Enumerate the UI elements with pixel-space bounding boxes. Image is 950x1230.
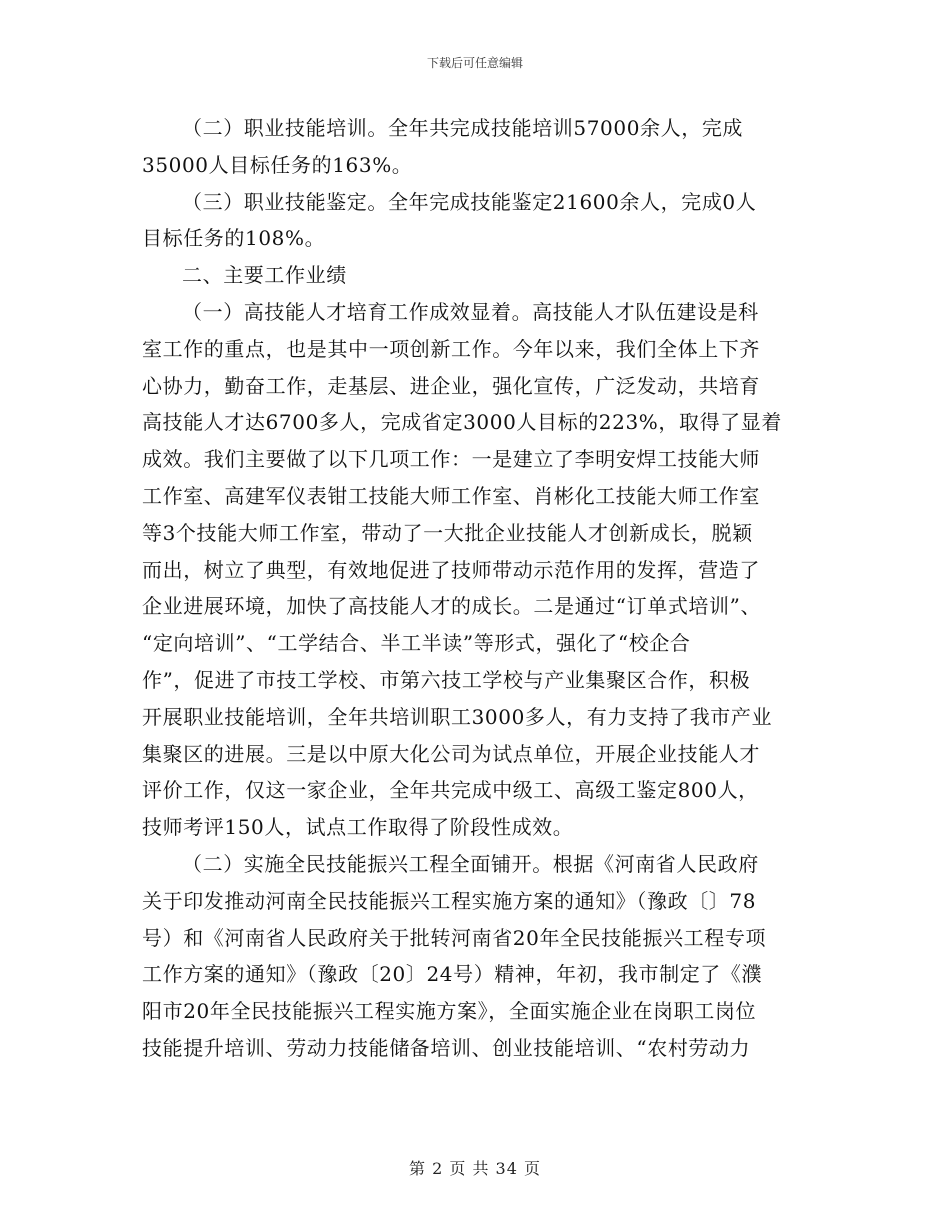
text-line: 等3个技能大师工作室，带动了一大批企业技能人才创新成长，脱颖 bbox=[142, 520, 753, 545]
text-line: 企业进展环境，加快了高技能人才的成长。二是通过“订单式培训”、 bbox=[142, 594, 762, 619]
text-line: （一）高技能人才培育工作成效显着。高技能人才队伍建设是科 bbox=[182, 299, 759, 324]
text-line: 集聚区的进展。三是以中原大化公司为试点单位，开展企业技能人才 bbox=[142, 741, 760, 766]
text-line: 阳市20年全民技能振兴工程实施方案》，全面实施企业在岗职工岗位 bbox=[142, 999, 757, 1024]
text-line: 高技能人才达6700多人，完成省定3000人目标的223%，取得了显着 bbox=[142, 410, 782, 435]
text-line: （二）实施全民技能振兴工程全面铺开。根据《河南省人民政府 bbox=[182, 851, 759, 876]
text-line: 工作方案的通知》（豫政〔20〕24号）精神，年初，我市制定了《濮 bbox=[142, 962, 763, 987]
text-line: 目标任务的108%。 bbox=[142, 226, 326, 251]
page-footer: 第 2 页 共 34 页 bbox=[409, 1159, 541, 1178]
text-line: 心协力，勤奋工作，走基层、进企业，强化宣传，广泛发动，共培育 bbox=[142, 373, 760, 398]
text-line: 成效。我们主要做了以下几项工作：一是建立了李明安焊工技能大师 bbox=[142, 447, 760, 472]
text-line: 而出，树立了典型，有效地促进了技师带动示范作用的发挥，营造了 bbox=[142, 557, 760, 582]
text-line: 工作室、高建军仪表钳工技能大师工作室、肖彬化工技能大师工作室 bbox=[142, 483, 760, 508]
text-line: 作”，促进了市技工学校、市第六技工学校与产业集聚区合作，积极 bbox=[142, 667, 751, 692]
text-line: 技师考评150人，试点工作取得了阶段性成效。 bbox=[142, 815, 574, 840]
document-body bbox=[142, 110, 802, 1067]
text-line: 35000人目标任务的163%。 bbox=[142, 152, 413, 177]
text-line: （三）职业技能鉴定。全年完成技能鉴定21600余人，完成0人 bbox=[182, 189, 757, 214]
text-line: 室工作的重点，也是其中一项创新工作。今年以来，我们全体上下齐 bbox=[142, 336, 760, 361]
text-line: （二）职业技能培训。全年共完成技能培训57000余人，完成 bbox=[182, 116, 744, 140]
text-line: “定向培训”、“工学结合、半工半读”等形式，强化了“校企合 bbox=[142, 631, 691, 656]
page-header: 下载后可任意编辑 bbox=[426, 56, 523, 70]
text-line: 二、主要工作业绩 bbox=[182, 263, 347, 288]
text-line: 评价工作，仅这一家企业，全年共完成中级工、高级工鉴定800人， bbox=[142, 778, 759, 803]
text-line: 技能提升培训、劳动力技能储备培训、创业技能培训、“农村劳动力 bbox=[142, 1035, 751, 1060]
text-line: 关于印发推动河南全民技能振兴工程实施方案的通知》（豫政〔〕78 bbox=[142, 888, 757, 913]
text-line: 号）和《河南省人民政府关于批转河南省20年全民技能振兴工程专项 bbox=[142, 925, 767, 950]
text-line: 开展职业技能培训，全年共培训职工3000多人，有力支持了我市产业 bbox=[142, 704, 773, 729]
